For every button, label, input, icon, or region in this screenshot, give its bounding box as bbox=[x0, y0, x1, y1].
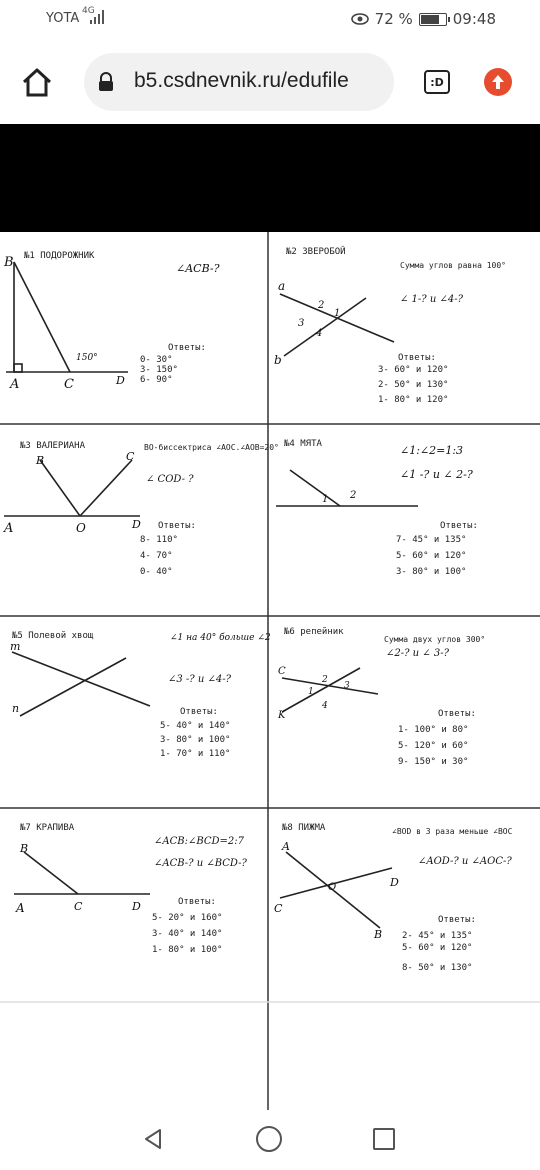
worksheet-image bbox=[0, 232, 540, 1124]
point-D: D bbox=[132, 518, 141, 531]
answer-3: 1- 80° и 100° bbox=[152, 945, 223, 955]
problem-2-question: Сумма углов равна 100° bbox=[400, 261, 506, 270]
problem-7-question2: ∠ACB-? и ∠BCD-? bbox=[154, 858, 247, 869]
angle-4: 4 bbox=[316, 328, 323, 339]
problem-5-title: №5 Полевой хвощ bbox=[12, 631, 94, 641]
point-C: C bbox=[126, 450, 135, 463]
answer-1: 3- 60° и 120° bbox=[378, 365, 449, 375]
angle-2: 2 bbox=[318, 300, 325, 311]
answer-2: 5- 60° и 120° bbox=[402, 943, 473, 953]
point-O: O bbox=[76, 521, 86, 535]
clock: 09:48 bbox=[452, 10, 496, 28]
answer-2: 3- 40° и 140° bbox=[152, 929, 223, 939]
point-B: B bbox=[36, 454, 45, 467]
answers-label: Ответы: bbox=[398, 353, 436, 363]
angle-3: 3 bbox=[344, 681, 350, 691]
answer-1: 1- 100° и 80° bbox=[398, 725, 469, 735]
problem-5-figure bbox=[12, 652, 150, 716]
angle-4: 4 bbox=[322, 701, 328, 711]
angle-1: 1 bbox=[334, 308, 341, 319]
line-b: b bbox=[274, 353, 282, 367]
answers-label: Ответы: bbox=[438, 915, 476, 925]
problem-4 bbox=[276, 439, 478, 577]
point-O: O bbox=[328, 882, 337, 893]
system-nav-bar bbox=[0, 1110, 540, 1170]
answer-1: 5- 40° и 140° bbox=[160, 721, 231, 731]
url-text: b5.csdnevnik.ru/edufile bbox=[134, 69, 349, 92]
problem-7-question: ∠ACB:∠BCD=2:7 bbox=[154, 836, 245, 847]
problem-8-question2: ∠AOD-? и ∠AOC-? bbox=[418, 856, 512, 867]
answer-1: 0- 30° bbox=[140, 355, 173, 365]
point-C: C bbox=[278, 666, 286, 677]
answers-label: Ответы: bbox=[438, 709, 476, 719]
battery-percent: 72 % bbox=[374, 10, 413, 28]
problem-3-title: №3 ВАЛЕРИАНА bbox=[20, 441, 86, 451]
problem-7-figure bbox=[14, 852, 150, 894]
problem-2-title: №2 ЗВЕРОБОЙ bbox=[286, 247, 346, 257]
battery-icon bbox=[419, 13, 447, 26]
problem-6-question: Сумма двух углов 300° bbox=[384, 635, 486, 644]
answer-1: 7- 45° и 135° bbox=[396, 535, 467, 545]
worksheet-svg bbox=[0, 232, 540, 1124]
answer-3: 9- 150° и 30° bbox=[398, 757, 469, 767]
answer-2: 2- 50° и 130° bbox=[378, 380, 449, 390]
point-B: B bbox=[374, 928, 383, 941]
angle-1: 1 bbox=[322, 494, 329, 505]
answer-3: 8- 50° и 130° bbox=[402, 963, 473, 973]
answer-3: 1- 80° и 120° bbox=[378, 395, 449, 405]
back-icon[interactable] bbox=[143, 1128, 163, 1150]
point-C: C bbox=[64, 377, 74, 392]
problem-1-figure bbox=[6, 262, 128, 372]
point-C: C bbox=[74, 900, 83, 913]
lock-icon bbox=[98, 72, 114, 92]
point-K: K bbox=[278, 710, 286, 721]
answers-label: Ответы: bbox=[440, 521, 478, 531]
point-C: C bbox=[274, 902, 283, 915]
answer-3: 6- 90° bbox=[140, 375, 173, 385]
problem-7 bbox=[14, 823, 247, 955]
status-bar bbox=[0, 0, 540, 40]
address-bar[interactable] bbox=[84, 53, 394, 111]
problem-3-figure bbox=[4, 460, 140, 516]
angle-1: 1 bbox=[308, 687, 314, 697]
line-n: n bbox=[12, 702, 20, 715]
problem-2 bbox=[274, 245, 506, 405]
arrow-up-icon bbox=[484, 68, 512, 96]
answer-2: 3- 150° bbox=[140, 365, 178, 375]
answers-label: Ответы: bbox=[158, 521, 196, 531]
problem-6-figure bbox=[282, 668, 378, 712]
browser-toolbar bbox=[0, 40, 540, 124]
angle-2: 2 bbox=[322, 675, 328, 685]
problem-7-title: №7 КРАПИВА bbox=[20, 823, 75, 833]
angle-label: 150° bbox=[76, 353, 98, 363]
problem-8-question: ∠BOD в 3 раза меньше ∠BOC bbox=[392, 827, 513, 836]
recent-apps-icon[interactable] bbox=[373, 1128, 395, 1150]
answers-label: Ответы: bbox=[178, 897, 216, 907]
problem-1-question: ∠ACB-? bbox=[176, 262, 220, 275]
problem-5 bbox=[10, 631, 271, 759]
signal-icon bbox=[90, 10, 106, 24]
angle-2: 2 bbox=[350, 490, 357, 501]
answers-label: Ответы: bbox=[180, 707, 218, 717]
point-D: D bbox=[116, 374, 125, 387]
eye-icon bbox=[351, 12, 369, 26]
answer-1: 8- 110° bbox=[140, 535, 178, 545]
network-type: 4G bbox=[82, 6, 95, 16]
answer-1: 2- 45° и 135° bbox=[402, 931, 473, 941]
answer-1: 5- 20° и 160° bbox=[152, 913, 223, 923]
answer-2: 5- 120° и 60° bbox=[398, 741, 469, 751]
line-a: a bbox=[278, 279, 286, 293]
problem-3-question2: ∠ COD- ? bbox=[146, 474, 194, 485]
page-content bbox=[0, 124, 540, 1110]
answer-2: 5- 60° и 120° bbox=[396, 551, 467, 561]
point-B: B bbox=[20, 842, 29, 855]
problem-6 bbox=[277, 627, 485, 767]
problem-6-title: №6 репейник bbox=[284, 627, 344, 637]
carrier-name: YOTA bbox=[46, 11, 80, 26]
problem-3-question: ВО-биссектриса ∠AOC.∠AOB=20° bbox=[144, 443, 279, 452]
problem-4-question: ∠1:∠2=1:3 bbox=[400, 444, 464, 457]
problem-3 bbox=[3, 441, 279, 577]
problem-1 bbox=[3, 251, 220, 392]
point-A: A bbox=[4, 521, 14, 536]
problem-5-question2: ∠3 -? и ∠4-? bbox=[168, 674, 231, 685]
line-m: m bbox=[10, 640, 21, 653]
problem-1-title: №1 ПОДОРОЖНИК bbox=[24, 251, 95, 261]
problem-6-question2: ∠2-? и ∠ 3-? bbox=[386, 648, 449, 659]
point-A: A bbox=[10, 377, 20, 392]
problem-4-title: №4 МЯТА bbox=[284, 439, 322, 449]
problem-4-figure bbox=[276, 470, 418, 506]
tabs-button[interactable]: :D bbox=[424, 70, 450, 94]
answer-3: 1- 70° и 110° bbox=[160, 749, 231, 759]
problem-8-title: №8 ПИЖМА bbox=[282, 823, 326, 833]
point-D: D bbox=[132, 900, 141, 913]
problem-5-question: ∠1 на 40° больше ∠2 bbox=[170, 633, 271, 643]
point-D: D bbox=[390, 876, 399, 889]
point-B: B bbox=[4, 255, 14, 270]
answer-3: 0- 40° bbox=[140, 567, 173, 577]
home-nav-icon[interactable] bbox=[256, 1126, 282, 1152]
home-icon[interactable] bbox=[20, 65, 54, 99]
answer-3: 3- 80° и 100° bbox=[396, 567, 467, 577]
point-A: A bbox=[16, 901, 25, 915]
answer-2: 4- 70° bbox=[140, 551, 173, 561]
answer-2: 3- 80° и 100° bbox=[160, 735, 231, 745]
update-button[interactable] bbox=[484, 68, 512, 96]
problem-4-question2: ∠1 -? и ∠ 2-? bbox=[400, 468, 473, 481]
problem-8 bbox=[274, 823, 513, 973]
point-A: A bbox=[282, 840, 290, 853]
answers-label: Ответы: bbox=[168, 343, 206, 353]
angle-3: 3 bbox=[298, 318, 305, 329]
problem-2-question2: ∠ 1-? и ∠4-? bbox=[400, 294, 463, 305]
